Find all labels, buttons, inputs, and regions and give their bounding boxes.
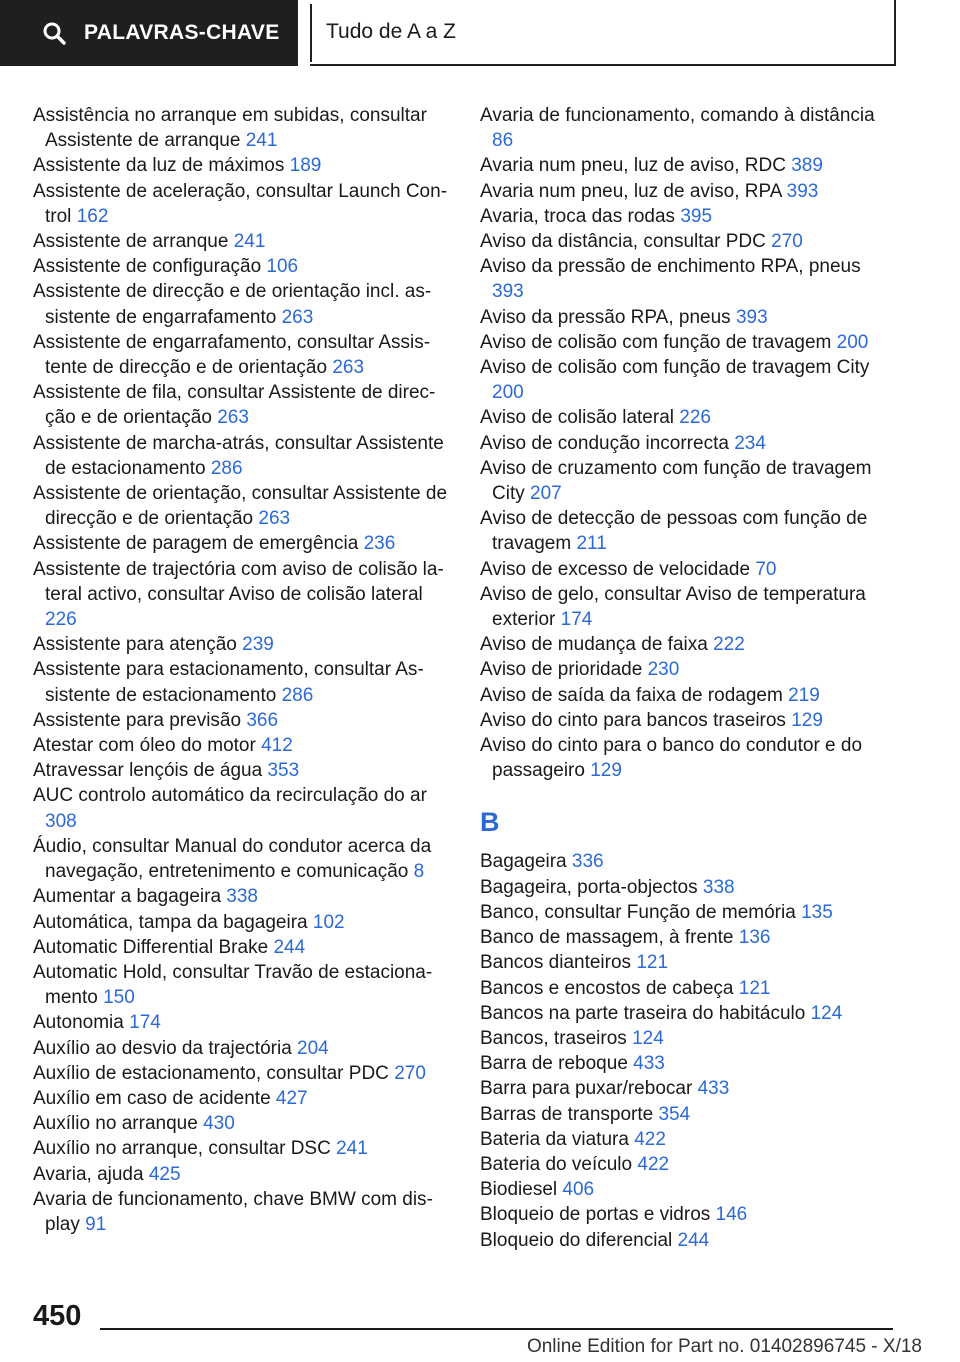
index-entry-text: Assistência no arranque em subidas, consultar Assistente de arranque <box>33 105 427 152</box>
index-entry <box>480 431 880 456</box>
index-entry <box>33 632 453 657</box>
index-entry-text: Aviso de saída da faixa de rodagem <box>480 684 783 706</box>
index-entry-text: Bloqueio de portas e vidros <box>480 1204 711 1226</box>
index-entry-page-link[interactable]: 102 <box>312 911 345 933</box>
index-entry-text: Aviso de condução incorrecta <box>480 432 729 454</box>
index-entry-text: Avaria de funcionamento, chave BMW com display <box>33 1188 433 1235</box>
index-entry <box>480 330 880 355</box>
index-entry-text: Aviso do cinto para o banco do condutor e do passageiro <box>480 735 863 782</box>
index-entry-text: Aviso de prioridade <box>480 659 643 681</box>
index-entry-page-link[interactable]: 211 <box>576 533 607 555</box>
index-entry <box>33 1010 453 1035</box>
index-entry <box>480 405 880 430</box>
index-entry-text: Aviso de excesso de velocidade <box>480 558 751 580</box>
index-entry <box>480 1202 880 1227</box>
index-entry-text: Avaria de funcionamento, comando à distância <box>480 105 875 126</box>
index-entry-page-link[interactable]: 263 <box>217 407 249 429</box>
index-entry-page-link[interactable]: 204 <box>297 1037 329 1059</box>
index-entry <box>480 1228 880 1253</box>
index-entry <box>33 935 453 960</box>
index-entry-text: Avaria, troca das rodas <box>480 205 676 227</box>
index-entries-b <box>480 849 880 1252</box>
index-entry-text: Autonomia <box>33 1012 124 1034</box>
index-entry <box>33 708 453 733</box>
index-entry <box>33 557 453 633</box>
footer-divider <box>100 1328 893 1330</box>
index-entry-text: Assistente de fila, consultar Assistente de direcção e de orientação <box>33 382 436 429</box>
index-entry-text: Assistente para atenção <box>33 634 237 656</box>
index-entry <box>480 1177 880 1202</box>
index-entry-text: Assistente de direcção e de orientação incl. assistente de engarrafamento <box>33 281 432 328</box>
index-entry-text: Auxílio ao desvio da trajectória <box>33 1037 292 1059</box>
index-entry <box>480 1026 880 1051</box>
page-number: 450 <box>33 1300 82 1332</box>
index-entry <box>480 1152 880 1177</box>
index-entry-page-link[interactable]: 425 <box>148 1163 181 1185</box>
index-entry-page-link[interactable]: 393 <box>786 180 819 202</box>
index-entry-text: Bagageira <box>480 851 567 873</box>
index-entry <box>480 708 880 733</box>
index-entry-page-link[interactable]: 433 <box>633 1053 665 1075</box>
index-entry-text: Bagageira, porta-objectos <box>480 876 698 898</box>
index-entry <box>33 1111 453 1136</box>
index-entry-text: Automatic Hold, consultar Travão de estacionamento <box>33 961 433 1009</box>
index-entry-page-link[interactable]: 241 <box>245 130 278 152</box>
index-entry-text: Bateria da viatura <box>480 1128 629 1150</box>
index-entry-page-link[interactable]: 234 <box>734 432 766 454</box>
index-entry-page-link[interactable]: 135 <box>801 901 833 923</box>
index-entry <box>480 557 880 582</box>
index-entry <box>480 179 880 204</box>
index-entry-page-link[interactable]: 91 <box>85 1213 107 1235</box>
index-entry-page-link[interactable]: 241 <box>233 231 266 253</box>
index-entry-page-link[interactable]: 422 <box>637 1153 670 1175</box>
index-entry-text: Assistente de marcha-atrás, consultar Assistente de estacionamento <box>33 432 444 479</box>
index-entry <box>480 733 880 783</box>
index-entry-text: Assistente de orientação, consultar Assistente de direcção e de orientação <box>33 483 448 530</box>
index-entry-page-link[interactable]: 241 <box>336 1138 368 1160</box>
index-entry-text: Assistente para previsão <box>33 709 242 731</box>
index-entry-text: Bancos dianteiros <box>480 952 632 974</box>
index-entry-text: Assistente da luz de máximos <box>33 155 285 177</box>
index-entry-text: Aviso de detecção de pessoas com função de travagem <box>480 508 868 555</box>
index-entry-text: Auxílio no arranque <box>33 1113 198 1135</box>
index-entry-text: AUC controlo automático da recirculação do ar <box>33 785 427 807</box>
index-entry <box>480 950 880 975</box>
index-entry-page-link[interactable]: 270 <box>771 231 803 253</box>
index-entry-page-link[interactable]: 308 <box>45 810 77 832</box>
index-entry-text: Bloqueio do diferencial <box>480 1229 673 1251</box>
index-entry-page-link[interactable]: 70 <box>755 558 777 580</box>
index-entry-page-link[interactable]: 286 <box>281 684 314 706</box>
index-entry-page-link[interactable]: 86 <box>492 130 514 152</box>
index-entry-page-link[interactable]: 263 <box>332 357 365 379</box>
index-entry-page-link[interactable]: 236 <box>363 533 396 555</box>
header <box>0 0 960 66</box>
index-entry-text: Barra para puxar/rebocar <box>480 1078 693 1100</box>
index-entry <box>480 582 880 632</box>
index-entry-text: Bancos e encostos de cabeça <box>480 977 734 999</box>
index-entry-page-link[interactable]: 393 <box>735 306 768 328</box>
index-entry-text: Banco de massagem, à frente <box>480 927 734 949</box>
index-entry-page-link[interactable]: 121 <box>636 952 669 974</box>
index-entry-text: Aviso da pressão de enchimento RPA, pneus <box>480 256 861 278</box>
index-column-left <box>33 103 453 1237</box>
index-entry-page-link[interactable]: 174 <box>560 609 593 631</box>
index-entry-page-link[interactable]: 121 <box>738 977 771 999</box>
index-entry <box>480 1051 880 1076</box>
index-entry <box>33 884 453 909</box>
index-entry-text: Assistente de configuração <box>33 256 262 278</box>
index-entry-text: Bateria do veículo <box>480 1153 633 1175</box>
index-entry <box>480 925 880 950</box>
index-entry <box>480 875 880 900</box>
index-entry-page-link[interactable]: 239 <box>242 634 274 656</box>
index-entry <box>33 960 453 1010</box>
index-entry <box>480 506 880 556</box>
index-entry-text: Aviso de colisão com função de travagem <box>480 331 832 353</box>
index-entry-page-link[interactable]: 336 <box>571 851 604 873</box>
index-entry <box>480 683 880 708</box>
section-letter-b: B <box>480 807 500 838</box>
index-entry-text: Avaria, ajuda <box>33 1163 144 1185</box>
index-entry-page-link[interactable]: 430 <box>203 1113 235 1135</box>
index-entry <box>33 1187 453 1237</box>
index-entry <box>33 1086 453 1111</box>
index-entry-text: Assistente para estacionamento, consultar Assistente de estacionamento <box>33 659 424 706</box>
index-entry-text: Aviso da distância, consultar PDC <box>480 231 766 253</box>
index-entry-text: Aviso de mudança de faixa <box>480 634 708 656</box>
index-entry-text: Bancos, traseiros <box>480 1027 627 1049</box>
index-entry-page-link[interactable]: 366 <box>246 709 279 731</box>
index-entry <box>480 976 880 1001</box>
index-entry-page-link[interactable]: 150 <box>103 987 135 1009</box>
index-entry-text: Aviso de cruzamento com função de travagem City <box>480 457 872 505</box>
index-entry-page-link[interactable]: 395 <box>680 205 713 227</box>
search-icon <box>42 21 66 45</box>
index-entry <box>33 380 453 430</box>
index-entry-page-link[interactable]: 263 <box>281 306 314 328</box>
index-entry <box>33 834 453 884</box>
index-entry-text: Biodiesel <box>480 1179 558 1201</box>
index-entry-page-link[interactable]: 207 <box>530 483 562 505</box>
index-entry <box>33 1061 453 1086</box>
index-entry <box>33 229 453 254</box>
index-entry-page-link[interactable]: 200 <box>836 331 869 353</box>
index-entry-page-link[interactable]: 412 <box>261 735 293 757</box>
index-entry-text: Automática, tampa da bagageira <box>33 911 308 933</box>
index-entry-page-link[interactable]: 393 <box>492 281 524 303</box>
index-entry <box>480 355 880 405</box>
index-entry-page-link[interactable]: 286 <box>210 457 243 479</box>
index-entry-page-link[interactable]: 338 <box>702 876 735 898</box>
index-entry <box>33 254 453 279</box>
index-entry <box>33 330 453 380</box>
index-entry-text: Auxílio de estacionamento, consultar PDC <box>33 1062 389 1084</box>
index-entry-text: Assistente de aceleração, consultar Launch Control <box>33 180 448 227</box>
a-to-z-tab-label: Tudo de A a Z <box>326 20 456 43</box>
index-entry-page-link[interactable]: 338 <box>226 886 258 908</box>
index-entry-page-link[interactable]: 422 <box>634 1128 666 1150</box>
index-entry-text: Aviso de colisão lateral <box>480 407 674 429</box>
index-entry-text: Avaria num pneu, luz de aviso, RPA <box>480 180 782 202</box>
index-entry-page-link[interactable]: 124 <box>810 1002 843 1024</box>
index-entry-page-link[interactable]: 200 <box>492 382 524 404</box>
index-entry-page-link[interactable]: 189 <box>289 155 322 177</box>
index-entries-a <box>480 103 880 783</box>
footer-edition: Online Edition for Part no. 01402896745 - X/18 <box>526 1336 922 1357</box>
index-entry-page-link[interactable]: 389 <box>791 155 823 177</box>
index-entry <box>480 254 880 304</box>
index-entry-text: Aviso de gelo, consultar Aviso de temperatura exterior <box>480 583 866 631</box>
keywords-tab[interactable] <box>0 0 298 66</box>
index-column-right <box>480 103 880 1253</box>
index-entry <box>33 733 453 758</box>
index-entry <box>480 103 880 153</box>
index-entry <box>33 1136 453 1161</box>
index-entry <box>33 153 453 178</box>
index-entry-page-link[interactable]: 129 <box>590 760 622 782</box>
index-entry-text: Auxílio no arranque, consultar DSC <box>33 1138 331 1160</box>
index-entry-page-link[interactable]: 8 <box>413 861 425 883</box>
index-entry-page-link[interactable]: 230 <box>647 659 680 681</box>
index-entry-text: Atravessar lençóis de água <box>33 760 263 782</box>
index-entry-text: Bancos na parte traseira do habitáculo <box>480 1002 806 1024</box>
index-entry-page-link[interactable]: 270 <box>394 1062 426 1084</box>
index-entry-page-link[interactable]: 354 <box>658 1103 691 1125</box>
index-entry-page-link[interactable]: 427 <box>275 1087 308 1109</box>
index-entry-page-link[interactable]: 136 <box>738 927 771 949</box>
index-entry <box>480 900 880 925</box>
index-entry-text: Assistente de engarrafamento, consultar Assistente de direcção e de orientação <box>33 331 431 379</box>
index-entry-page-link[interactable]: 406 <box>562 1179 595 1201</box>
index-entry <box>480 632 880 657</box>
index-entry-text: Auxílio em caso de acidente <box>33 1087 271 1109</box>
index-entry-page-link[interactable]: 353 <box>267 760 300 782</box>
index-entry <box>480 204 880 229</box>
a-to-z-tab[interactable] <box>310 0 896 66</box>
index-entry <box>33 279 453 329</box>
index-entry-text: Aumentar a bagageira <box>33 886 222 908</box>
index-entry-text: Barras de transporte <box>480 1103 654 1125</box>
index-entry-text: Barra de reboque <box>480 1053 628 1075</box>
index-entry-page-link[interactable]: 146 <box>715 1204 748 1226</box>
keywords-tab-label: PALAVRAS-CHAVE <box>84 21 280 44</box>
index-entry-text: Aviso do cinto para bancos traseiros <box>480 709 786 731</box>
index-entry <box>480 229 880 254</box>
index-entry-text: Aviso da pressão RPA, pneus <box>480 306 731 328</box>
index-entry <box>480 1127 880 1152</box>
index-entry <box>33 531 453 556</box>
index-entry-page-link[interactable]: 219 <box>788 684 820 706</box>
index-entry <box>480 305 880 330</box>
index-entry-page-link[interactable]: 226 <box>45 609 77 631</box>
index-entry <box>33 179 453 229</box>
index-entry-page-link[interactable]: 263 <box>258 508 291 530</box>
index-entry-text: Áudio, consultar Manual do condutor acerca da navegação, entretenimento e comunicação <box>33 835 432 883</box>
index-entry-page-link[interactable]: 226 <box>679 407 711 429</box>
index-entry-text: Automatic Differential Brake <box>33 936 269 958</box>
index-entry-text: Avaria num pneu, luz de aviso, RDC <box>480 155 786 177</box>
index-entry-text: Aviso de colisão com função de travagem City <box>480 357 870 379</box>
index-entry <box>33 103 453 153</box>
index-entry <box>480 1102 880 1127</box>
index-entry <box>33 481 453 531</box>
index-entry <box>33 1036 453 1061</box>
index-entry-page-link[interactable]: 124 <box>632 1027 664 1049</box>
index-entry-page-link[interactable]: 222 <box>713 634 745 656</box>
index-entry-text: Assistente de trajectória com aviso de colisão lateral activo, consultar Aviso de colisão lateral <box>33 558 444 605</box>
index-entry-page-link[interactable]: 433 <box>697 1078 730 1100</box>
index-entry <box>33 910 453 935</box>
index-entry-page-link[interactable]: 106 <box>266 256 299 278</box>
tab-divider <box>310 4 312 62</box>
index-entry <box>33 758 453 783</box>
index-entry-text: Atestar com óleo do motor <box>33 735 256 757</box>
index-entry <box>480 153 880 178</box>
index-entry <box>480 456 880 506</box>
index-entry <box>33 657 453 707</box>
index-entry <box>33 783 453 833</box>
index-entry-page-link[interactable]: 129 <box>791 709 823 731</box>
index-entry-text: Assistente de paragem de emergência <box>33 533 359 555</box>
index-entry <box>480 657 880 682</box>
index-entry-page-link[interactable]: 244 <box>677 1229 710 1251</box>
index-entry-page-link[interactable]: 244 <box>273 936 306 958</box>
index-entry-page-link[interactable]: 162 <box>76 205 109 227</box>
index-entry <box>33 431 453 481</box>
index-entry <box>480 849 880 874</box>
index-entry-text: Banco, consultar Função de memória <box>480 901 796 923</box>
index-entry-page-link[interactable]: 174 <box>129 1012 161 1034</box>
index-entry <box>480 1001 880 1026</box>
index-entry <box>33 1162 453 1187</box>
index-entry-text: Assistente de arranque <box>33 231 229 253</box>
index-entry <box>480 1076 880 1101</box>
